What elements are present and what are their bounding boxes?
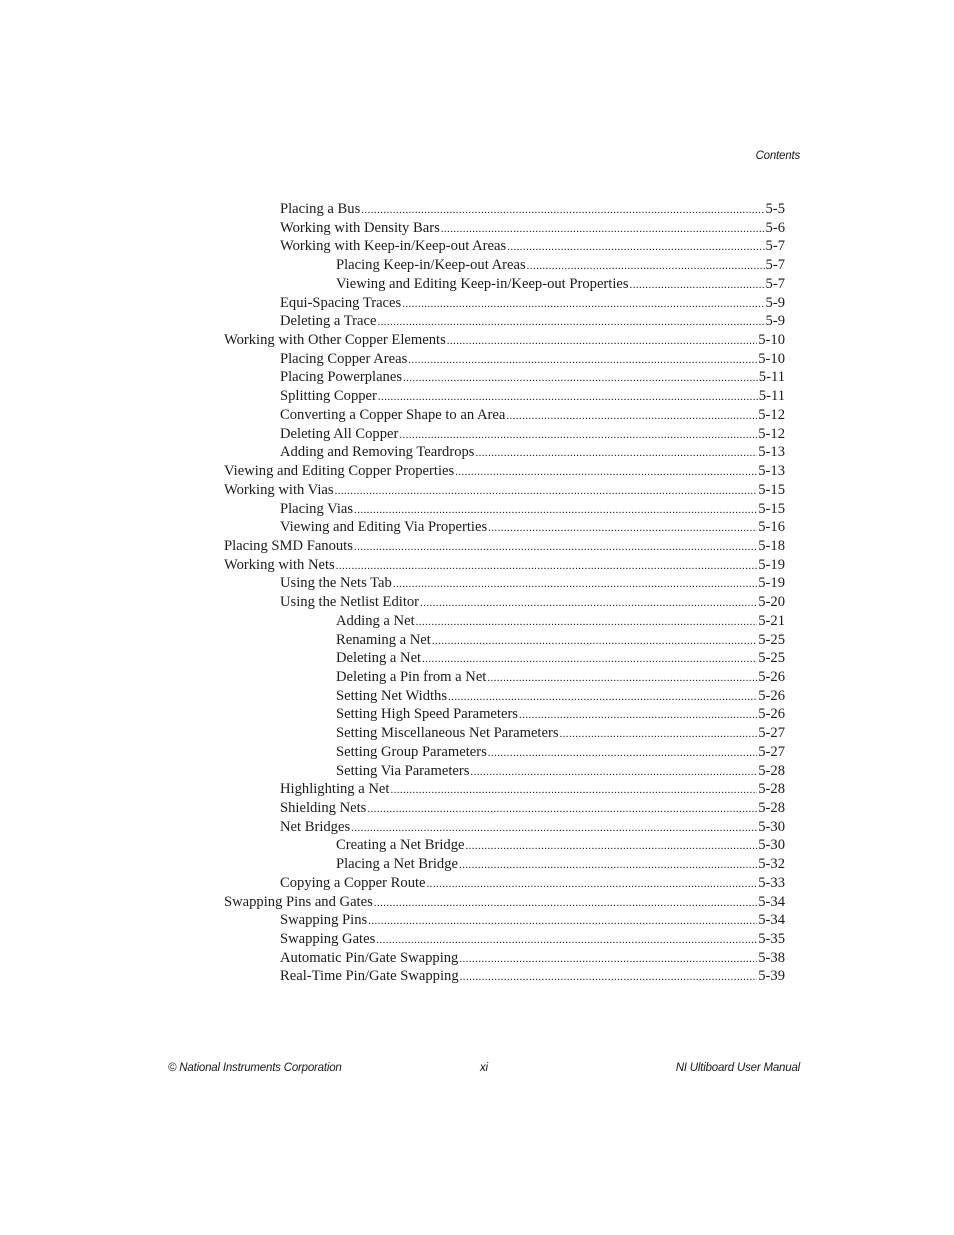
toc-entry-title: Using the Netlist Editor — [280, 594, 420, 611]
toc-entry-title: Working with Other Copper Elements — [224, 332, 446, 349]
toc-entry[interactable] — [224, 855, 785, 874]
toc-entry-title: Placing Powerplanes — [280, 369, 402, 386]
toc-entry-page: 5-12 — [758, 425, 785, 442]
toc-dot-leader — [354, 538, 757, 557]
toc-entry-title: Swapping Gates — [280, 931, 376, 948]
toc-entry-title: Setting High Speed Parameters — [336, 706, 518, 723]
toc-dot-leader — [447, 332, 757, 351]
toc-dot-leader — [422, 650, 757, 669]
toc-entry[interactable] — [224, 387, 785, 406]
toc-entry-title: Adding a Net — [336, 612, 415, 629]
toc-dot-leader — [354, 501, 757, 520]
toc-entry-page: 5-32 — [758, 856, 785, 873]
toc-dot-leader — [368, 912, 757, 931]
toc-entry-title: Renaming a Net — [336, 631, 431, 648]
toc-entry-page: 5-30 — [758, 818, 785, 835]
toc-entry[interactable] — [224, 762, 785, 781]
toc-entry[interactable] — [224, 967, 785, 986]
toc-entry-page: 5-33 — [758, 874, 785, 891]
toc-dot-leader — [403, 369, 758, 388]
toc-entry[interactable] — [224, 705, 785, 724]
toc-entry[interactable] — [224, 612, 785, 631]
toc-entry[interactable] — [224, 462, 785, 481]
toc-entry[interactable] — [224, 743, 785, 762]
toc-entry-page: 5-18 — [758, 537, 785, 554]
toc-entry[interactable] — [224, 668, 785, 687]
toc-entry-title: Converting a Copper Shape to an Area — [280, 406, 506, 423]
toc-dot-leader — [459, 950, 757, 969]
toc-entry-page: 5-9 — [765, 313, 785, 330]
toc-entry-title: Setting Miscellaneous Net Parameters — [336, 725, 559, 742]
toc-entry-title: Placing Copper Areas — [280, 350, 408, 367]
toc-entry-page: 5-26 — [758, 668, 785, 685]
toc-dot-leader — [519, 706, 757, 725]
toc-entry-page: 5-28 — [758, 800, 785, 816]
toc-entry-page: 5-27 — [758, 743, 785, 760]
toc-entry-page: 5-6 — [765, 219, 785, 236]
table-of-contents — [224, 200, 785, 986]
toc-entry-title: Setting Via Parameters — [336, 762, 470, 779]
toc-dot-leader — [376, 931, 757, 950]
toc-entry-page: 5-35 — [758, 931, 785, 948]
toc-entry[interactable] — [224, 350, 785, 369]
toc-entry-page: 5-28 — [758, 781, 785, 798]
running-head: Contents — [755, 150, 800, 162]
toc-entry[interactable] — [224, 949, 785, 968]
toc-entry-title: Equi-Spacing Traces — [280, 294, 402, 311]
toc-entry-page: 5-9 — [765, 294, 785, 311]
toc-entry[interactable] — [224, 874, 785, 893]
toc-entry-page: 5-7 — [765, 275, 785, 292]
toc-entry[interactable] — [224, 256, 785, 275]
toc-entry-title: Splitting Copper — [280, 388, 377, 405]
toc-entry-page: 5-26 — [758, 687, 785, 704]
toc-dot-leader — [351, 819, 757, 838]
toc-entry[interactable] — [224, 481, 785, 500]
toc-entry[interactable] — [224, 219, 785, 238]
toc-entry-page: 5-7 — [765, 238, 785, 255]
toc-dot-leader — [420, 594, 757, 613]
toc-dot-leader — [506, 407, 757, 426]
toc-dot-leader — [507, 238, 764, 257]
toc-dot-leader — [361, 201, 764, 220]
toc-entry-page: 5-21 — [758, 612, 785, 629]
toc-dot-leader — [336, 557, 758, 576]
toc-entry-page: 5-19 — [758, 556, 785, 573]
toc-entry-title: Placing Vias — [280, 500, 354, 517]
toc-entry-title: Working with Nets — [224, 556, 335, 573]
toc-entry-page: 5-25 — [758, 631, 785, 648]
toc-entry-title: Swapping Pins and Gates — [224, 893, 373, 910]
toc-entry-title: Deleting All Copper — [280, 425, 399, 442]
toc-entry-page: 5-5 — [765, 201, 785, 217]
toc-dot-leader — [408, 351, 757, 370]
toc-entry-page: 5-28 — [758, 762, 785, 779]
toc-entry[interactable] — [224, 724, 785, 743]
toc-entry-page: 5-34 — [758, 893, 785, 910]
toc-entry[interactable] — [224, 406, 785, 425]
toc-entry-page: 5-15 — [758, 500, 785, 517]
toc-entry-title: Working with Vias — [224, 481, 334, 498]
toc-entry-page: 5-13 — [758, 463, 785, 480]
toc-entry-title: Shielding Nets — [280, 800, 367, 816]
toc-entry[interactable] — [224, 331, 785, 350]
toc-dot-leader — [527, 257, 765, 276]
toc-entry[interactable] — [224, 911, 785, 930]
toc-entry-title: Highlighting a Net — [280, 781, 390, 798]
toc-entry[interactable] — [224, 500, 785, 519]
toc-dot-leader — [448, 688, 757, 707]
toc-entry-page: 5-25 — [758, 650, 785, 667]
toc-entry-page: 5-20 — [758, 594, 785, 611]
toc-entry-page: 5-7 — [765, 257, 785, 274]
toc-entry[interactable] — [224, 574, 785, 593]
toc-entry-page: 5-16 — [758, 519, 785, 536]
toc-entry[interactable] — [224, 200, 785, 219]
toc-entry[interactable] — [224, 893, 785, 912]
toc-dot-leader — [488, 519, 757, 538]
toc-entry-title: Swapping Pins — [280, 912, 368, 929]
toc-entry[interactable] — [224, 537, 785, 556]
toc-dot-leader — [399, 426, 757, 445]
toc-entry-page: 5-30 — [758, 837, 785, 854]
toc-entry-title: Viewing and Editing Copper Properties — [224, 463, 455, 480]
footer-manual-title: NI Ultiboard User Manual — [675, 1062, 800, 1074]
toc-entry-title: Automatic Pin/Gate Swapping — [280, 949, 459, 966]
toc-dot-leader — [432, 632, 757, 651]
toc-dot-leader — [465, 837, 757, 856]
toc-entry[interactable] — [224, 687, 785, 706]
toc-dot-leader — [459, 856, 757, 875]
toc-entry[interactable] — [224, 443, 785, 462]
toc-entry-title: Copying a Copper Route — [280, 874, 426, 891]
toc-dot-leader — [441, 220, 765, 239]
toc-dot-leader — [630, 276, 765, 295]
toc-entry-page: 5-11 — [758, 388, 785, 405]
toc-dot-leader — [335, 482, 758, 501]
toc-dot-leader — [470, 763, 757, 782]
toc-entry-title: Placing a Net Bridge — [336, 856, 458, 873]
toc-entry-page: 5-27 — [758, 725, 785, 742]
toc-entry-page: 5-11 — [758, 369, 785, 386]
toc-entry-title: Working with Density Bars — [280, 219, 440, 236]
toc-entry-page: 5-12 — [758, 406, 785, 423]
toc-entry-title: Deleting a Pin from a Net — [336, 668, 487, 685]
toc-dot-leader — [560, 725, 758, 744]
toc-entry[interactable] — [224, 556, 785, 575]
toc-entry[interactable] — [224, 780, 785, 799]
toc-entry-title: Setting Group Parameters — [336, 743, 487, 760]
toc-dot-leader — [393, 575, 757, 594]
toc-entry-title: Net Bridges — [280, 818, 351, 835]
toc-entry-title: Placing Keep-in/Keep-out Areas — [336, 257, 526, 274]
toc-entry-page: 5-26 — [758, 706, 785, 723]
toc-dot-leader — [390, 781, 757, 800]
toc-entry-title: Creating a Net Bridge — [336, 837, 465, 854]
toc-entry[interactable] — [224, 818, 785, 837]
toc-entry-title: Viewing and Editing Via Properties — [280, 519, 488, 536]
toc-dot-leader — [488, 744, 757, 763]
toc-dot-leader — [378, 388, 758, 407]
toc-entry-page: 5-10 — [758, 332, 785, 349]
toc-entry-title: Setting Net Widths — [336, 687, 448, 704]
toc-entry-title: Viewing and Editing Keep-in/Keep-out Properties — [336, 275, 629, 292]
toc-entry-title: Deleting a Net — [336, 650, 422, 667]
footer-page-number: xi — [480, 1062, 488, 1074]
toc-dot-leader — [455, 463, 757, 482]
toc-entry-page: 5-34 — [758, 912, 785, 929]
toc-dot-leader — [402, 295, 764, 314]
toc-entry[interactable] — [224, 631, 785, 650]
toc-entry[interactable] — [224, 799, 785, 818]
toc-entry-page: 5-19 — [758, 575, 785, 592]
toc-entry[interactable] — [224, 518, 785, 537]
toc-entry[interactable] — [224, 275, 785, 294]
toc-entry-title: Placing SMD Fanouts — [224, 537, 353, 554]
toc-entry-title: Real-Time Pin/Gate Swapping — [280, 968, 459, 985]
toc-entry-page: 5-39 — [758, 968, 785, 985]
toc-entry[interactable] — [224, 368, 785, 387]
toc-entry-title: Deleting a Trace — [280, 313, 377, 330]
toc-entry-title: Working with Keep-in/Keep-out Areas — [280, 238, 507, 255]
toc-entry[interactable] — [224, 593, 785, 612]
toc-dot-leader — [374, 894, 757, 913]
toc-entry-title: Adding and Removing Teardrops — [280, 444, 475, 461]
toc-dot-leader — [475, 444, 757, 463]
toc-entry-title: Using the Nets Tab — [280, 575, 392, 592]
toc-entry-title: Placing a Bus — [280, 201, 361, 217]
toc-dot-leader — [487, 669, 757, 688]
toc-entry-page: 5-13 — [758, 444, 785, 461]
toc-dot-leader — [367, 800, 757, 819]
toc-entry[interactable] — [224, 312, 785, 331]
toc-dot-leader — [427, 875, 758, 894]
toc-entry[interactable] — [224, 237, 785, 256]
toc-entry-page: 5-15 — [758, 481, 785, 498]
toc-entry[interactable] — [224, 294, 785, 313]
footer-copyright: © National Instruments Corporation — [168, 1062, 342, 1074]
toc-dot-leader — [416, 613, 758, 632]
toc-entry-page: 5-10 — [758, 350, 785, 367]
toc-dot-leader — [460, 968, 758, 987]
toc-entry[interactable] — [224, 425, 785, 444]
toc-dot-leader — [377, 313, 764, 332]
toc-entry[interactable] — [224, 649, 785, 668]
toc-entry-page: 5-38 — [758, 949, 785, 966]
toc-entry[interactable] — [224, 930, 785, 949]
toc-entry[interactable] — [224, 836, 785, 855]
